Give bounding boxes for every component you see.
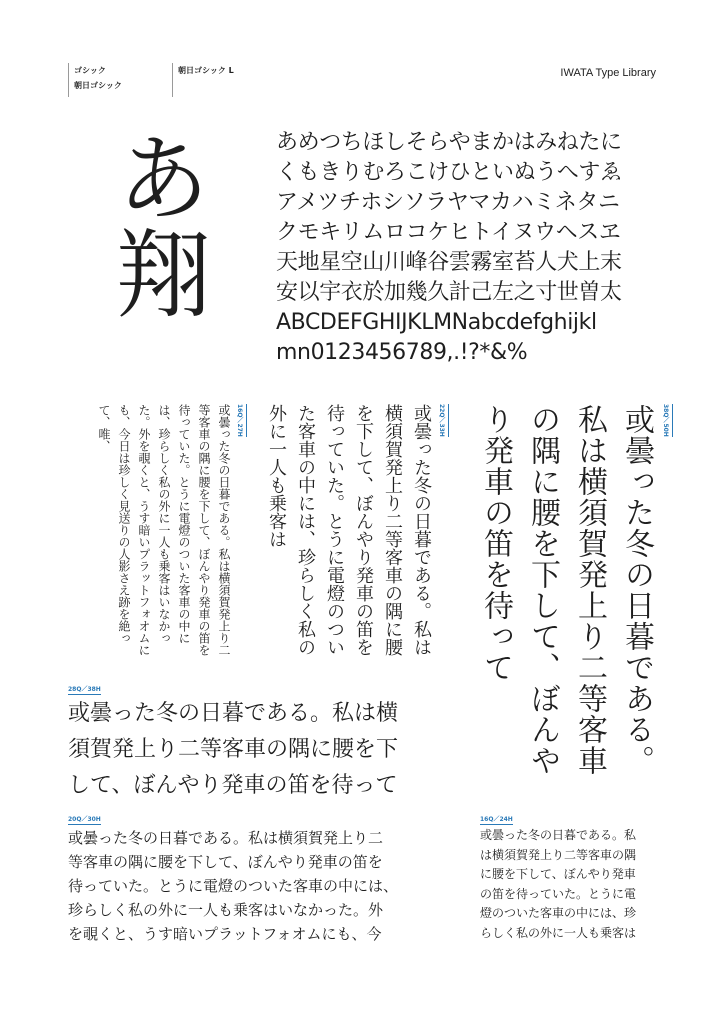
horizontal-sample-28q bbox=[68, 696, 438, 804]
sample-line: 或曇った冬の日暮である。私は横 bbox=[68, 701, 399, 726]
size-tag-16q-vertical bbox=[235, 404, 247, 437]
charset-line: くもきりむろこけひといぬうへすゑ bbox=[276, 160, 622, 185]
size-tag-text: 38Q／50H bbox=[662, 404, 669, 437]
sample-line: 或曇った冬の日暮である。私は横須賀発上り二 bbox=[68, 829, 384, 847]
charset-line: 安以宇衣於加幾久計己左之寸世曽太 bbox=[276, 280, 622, 305]
sample-line: 須賀発上り二等客車の隅に腰を下 bbox=[68, 737, 399, 762]
size-tag-20q: 20Q／30H bbox=[68, 816, 101, 823]
sample-line: らしく私の外に一人も乗客は bbox=[480, 925, 637, 940]
charset-line: クモキリムロコケヒトイヌウヘスヱ bbox=[276, 220, 621, 245]
size-tag-38q bbox=[661, 404, 673, 437]
horizontal-sample-16q bbox=[480, 826, 660, 943]
header-typeface-category bbox=[68, 63, 122, 97]
character-set bbox=[276, 128, 661, 368]
display-glyphs: あ翔 bbox=[100, 128, 212, 320]
charset-line: 天地星空山川峰谷雲霧室苔人犬上末 bbox=[276, 250, 622, 275]
sample-line: 燈のついた客車の中には、珍 bbox=[480, 906, 637, 920]
sample-line: 待っていた。とうに電燈のついた客車の中には、 bbox=[68, 877, 399, 895]
sample-line: 等客車の隅に腰を下して、ぼんやり発車の笛を bbox=[68, 853, 383, 871]
charset-line: ABCDEFGHIJKLMNabcdefghijkl bbox=[276, 310, 597, 335]
vertical-sample-16q: 或曇った冬の日暮である。私は横須賀発上り二等客車の隅に腰を下して、ぼんやり発車の笛を待っていた。とうに電燈のついた客車の中には、珍らしく私の外に一人も乗客はいなかった。外を覗くと、うす暗いプラットフォオムにも、今日は珍しく見送りの人影さえ跡を絶って、唯、 bbox=[97, 404, 231, 656]
size-tag-22q bbox=[437, 404, 449, 437]
horizontal-sample-20q bbox=[68, 826, 438, 946]
header-category-label: ゴシック bbox=[74, 66, 106, 75]
charset-line: あめつちほしそらやまかはみねたに bbox=[276, 130, 622, 155]
sample-line: して、ぼんやり発車の笛を待って bbox=[68, 773, 398, 798]
header-font-name bbox=[172, 63, 234, 97]
size-tag-text: 16Q／27H bbox=[236, 404, 243, 437]
vertical-sample-38q: 或曇った冬の日暮である。私は横須賀発上り二等客車の隅に腰を下して、ぼんやり発車の笛を待って bbox=[478, 404, 654, 776]
charset-line: mn0123456789,.!?*&% bbox=[276, 340, 528, 365]
header-weight-label: 朝日ゴシック L bbox=[178, 66, 234, 75]
size-tag-16q-horizontal: 16Q／24H bbox=[480, 816, 513, 823]
charset-line: アメツチホシソラヤマカハミネタニ bbox=[276, 190, 620, 215]
sample-line: は横須賀発上り二等客車の隅 bbox=[480, 847, 637, 862]
sample-line: を覗くと、うす暗いプラットフォオムにも、今 bbox=[68, 925, 382, 943]
sample-line: の笛を待っていた。とうに電 bbox=[480, 886, 637, 901]
vertical-sample-22q: 或曇った冬の日暮である。私は横須賀発上り二等客車の隅に腰を下して、ぼんやり発車の笛を待っていた。とうに電燈のついた客車の中には、珍らしく私の外に一人も乗客は bbox=[266, 404, 432, 656]
sample-line: 珍らしく私の外に一人も乗客はいなかった。外 bbox=[68, 901, 384, 919]
size-tag-text: 22Q／33H bbox=[438, 404, 445, 437]
size-tag-28q: 28Q／38H bbox=[68, 686, 101, 693]
sample-line: 或曇った冬の日暮である。私 bbox=[480, 828, 637, 842]
header-family-label: 朝日ゴシック bbox=[74, 81, 122, 90]
sample-line: に腰を下して、ぼんやり発車 bbox=[480, 867, 636, 881]
brand-label: IWATA Type Library bbox=[560, 67, 656, 79]
